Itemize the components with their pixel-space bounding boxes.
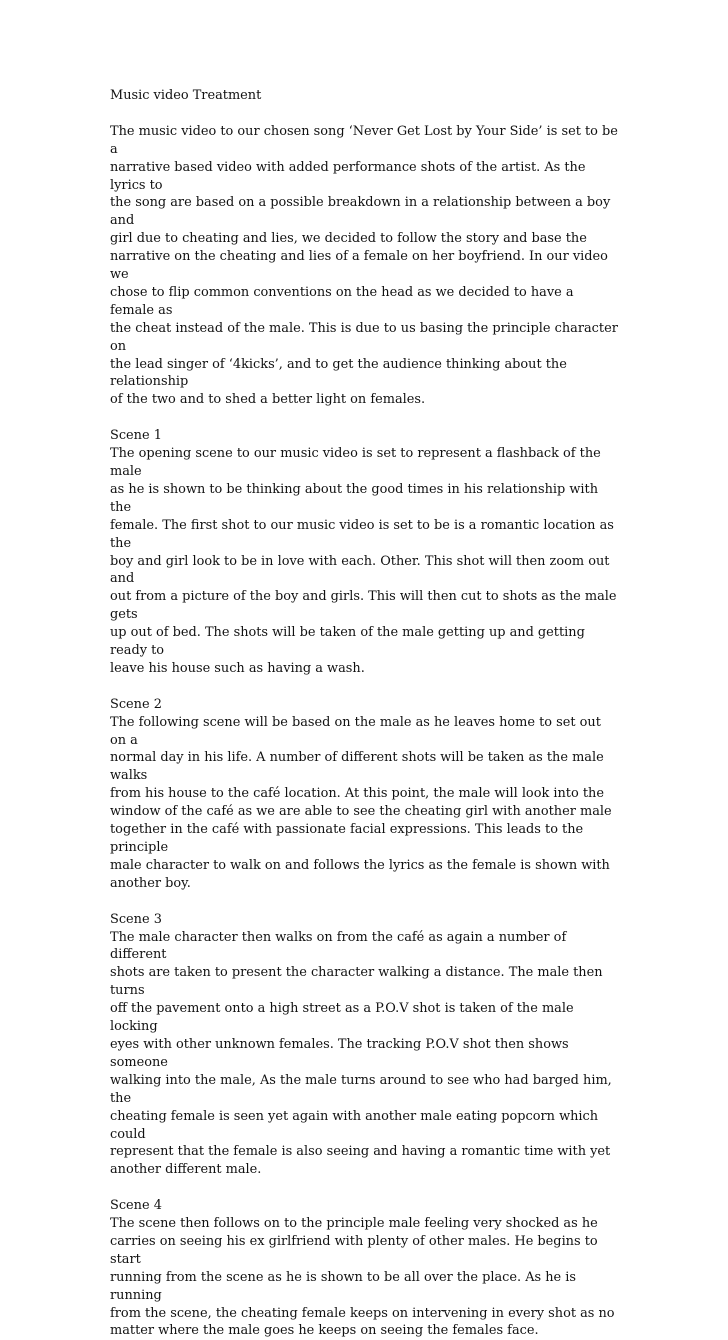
document-page [110,87,620,1340]
scene-2-text: The following scene will be based on the male as he leaves home to set out on a normal day in his life. A number of different shots will be taken as the male walks from his house to the café location. At this point, the male will look into the window of the café as we are able to see the cheating girl with another male together in the café with passionate facial expressions. This leads to the principle male character to walk on and follows the lyrics as the female is shown with another boy. [110,714,612,891]
document-title: Music video Treatment [110,88,262,103]
scene-1-heading: Scene 1 [110,428,162,444]
scene-4-text: The scene then follows on to the principle male feeling very shocked as he carries on seeing his ex girlfriend with plenty of other males. He begins to start running from the scene as he is shown to be all over the place. As he is running from the scene, the cheating female keeps on intervening in every shot as no matter where the male goes he keeps on seeing the females face. [110,1216,615,1339]
scene-1-text: The opening scene to our music video is set to represent a flashback of the male as he is shown to be thinking about the good times in his relationship with the female. The first shot to our music video is set to be is a romantic location as the boy and girl look to be in love with each. Other. This shot will then zoom out and out from a picture of the boy and girls. This will then cut to shots as the male gets up out of bed. The shots will be taken of the male getting up and getting ready to leave his house such as having a wash. [110,446,617,676]
intro-paragraph: The music video to our chosen song ‘Never Get Lost by Your Side’ is set to be a narrative based video with added performance shots of the artist. As the lyrics to the song are based on a possible breakdown in a relationship between a boy and girl due to cheating and lies, we decided to follow the story and base the narrative on the cheating and lies of a female on her boyfriend. In our video we chose to flip common conventions on the head as we decided to have a female as the cheat instead of the male. This is due to us basing the principle character on the lead singer of ‘4kicks’, and to get the audience thinking about the relationship of the two and to shed a better light on females. [110,123,618,408]
scene-3-heading: Scene 3 [110,911,162,927]
paragraph-gap [110,409,620,427]
paragraph-gap [110,678,620,696]
scene-3-text: The male character then walks on from the café as again a number of different shots are taken to present the character walking a distance. The male then turns off the pavement onto a high street as a P.O.V shot is taken of the male locking eyes with other unknown females. The tracking P.O.V shot then shows someone walking into the male, As the male turns around to see who had barged him, the cheating female is seen yet again with another male eating popcorn which could represent that the female is also seeing and having a romantic time with yet another different male. [110,929,612,1178]
scene-2-heading: Scene 2 [110,696,162,712]
paragraph-gap [110,105,620,123]
scene-4-heading: Scene 4 [110,1198,162,1214]
paragraph-gap [110,893,620,911]
paragraph-gap [110,1179,620,1197]
